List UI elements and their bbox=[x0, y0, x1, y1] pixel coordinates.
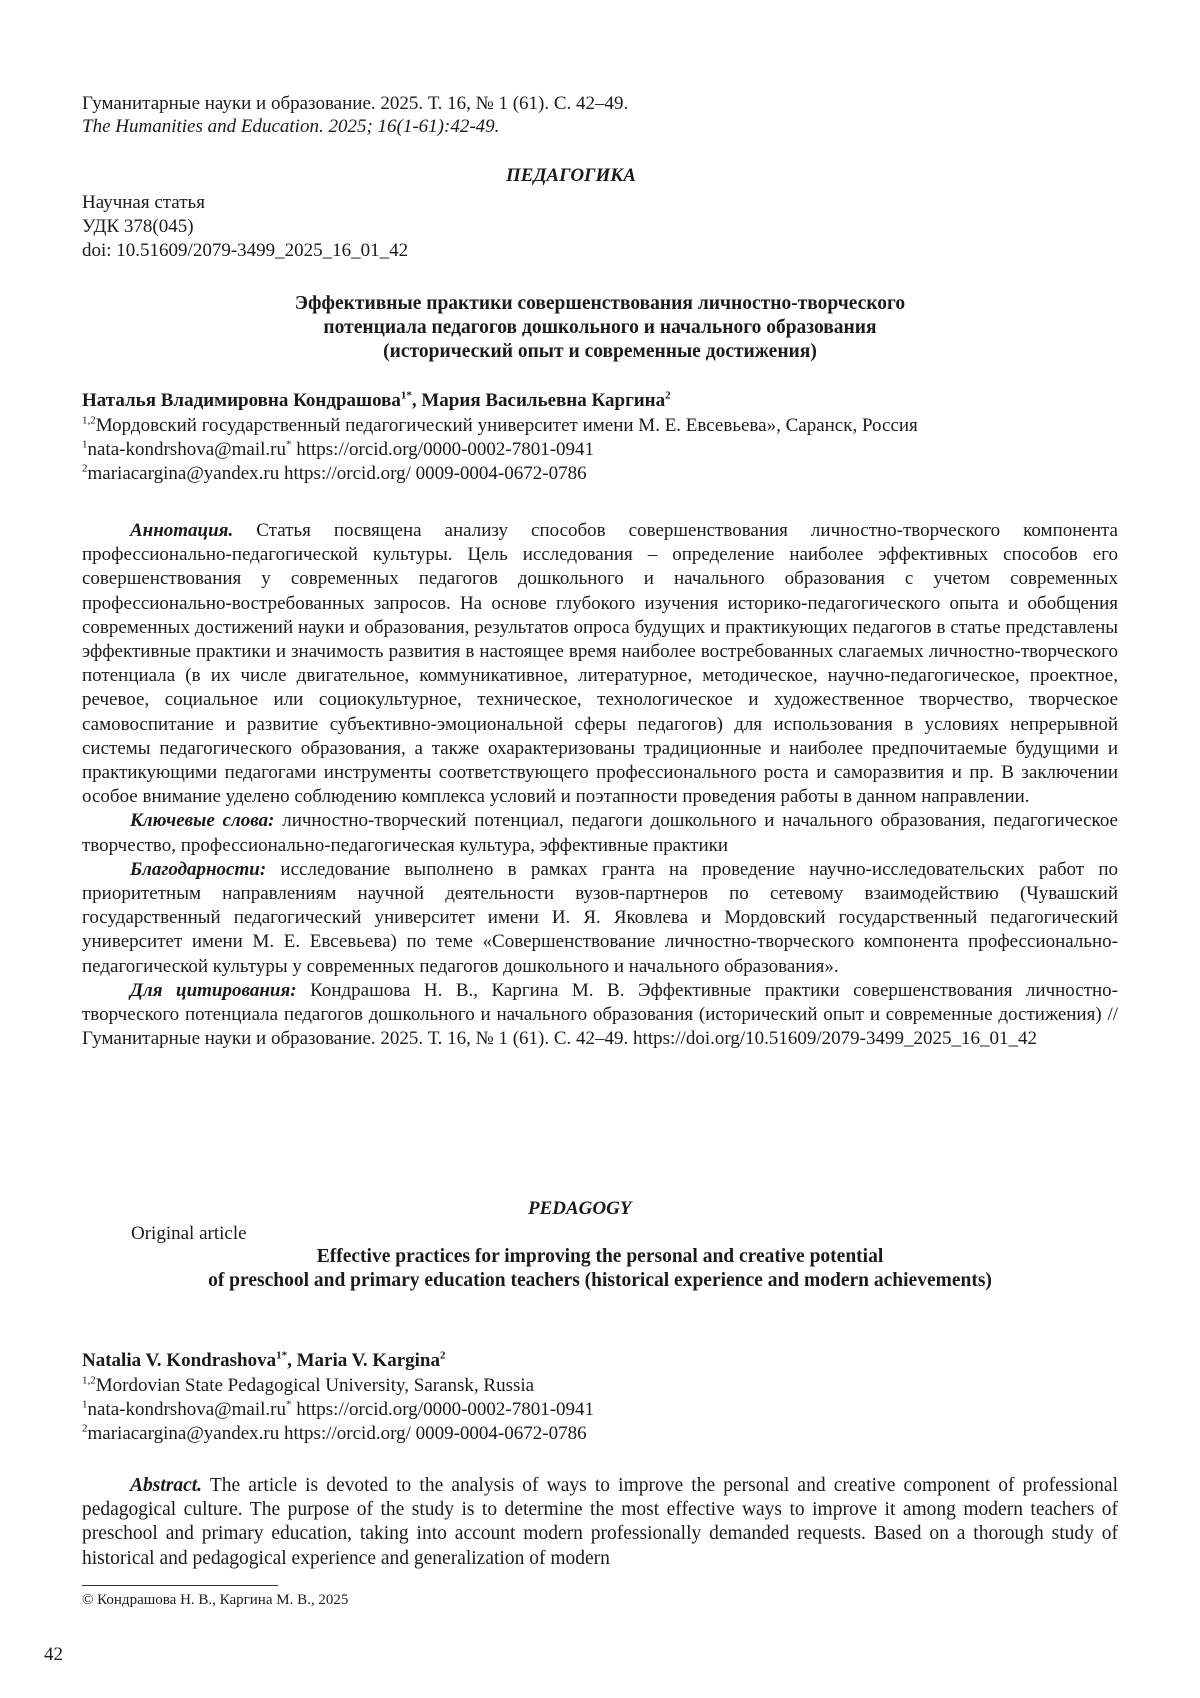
title-line: of preschool and primary education teachers (historical experience and modern achievements) bbox=[208, 1270, 992, 1291]
citation-ru bbox=[82, 979, 1118, 1052]
abstract-en bbox=[82, 1474, 1118, 1571]
acknowledgements-text: исследование выполнено в рамках гранта на проведение научно-исследовательских работ по приоритетным направлениям научной деятельности вузов-партнеров по сетевому взаимодействию (Чувашский государственный педагогический университет имени И. Я. Яковлева и Мордовский государственный педагогический университет имени М. Е. Евсевьева) по теме «Совершенствование личностно-творческого компонента профессионально-педагогической культуры у современных педагогов дошкольного и начального образования». bbox=[82, 858, 1118, 977]
email-sup: 1 bbox=[82, 438, 88, 451]
contact-2-ru bbox=[82, 462, 587, 486]
corresponding-mark: * bbox=[285, 1398, 292, 1411]
article-type-ru: Научная статья bbox=[82, 192, 205, 213]
contact-2-en bbox=[82, 1422, 587, 1446]
article-type-en: Original article bbox=[131, 1223, 247, 1244]
contact-1-en bbox=[82, 1398, 594, 1422]
author-name: Мария Васильевна Каргина bbox=[421, 390, 666, 411]
authors-en bbox=[82, 1349, 445, 1373]
abstract-block-en bbox=[82, 1474, 1118, 1571]
article-title-en bbox=[82, 1245, 1118, 1293]
title-line: Эффективные практики совершенствования личностно-творческого bbox=[294, 293, 906, 314]
orcid-link[interactable]: https://orcid.org/0000-0002-7801-0941 bbox=[291, 1399, 595, 1420]
email-sup: 1 bbox=[82, 1398, 88, 1411]
author-sup: 1* bbox=[276, 1349, 288, 1362]
email-sup: 2 bbox=[82, 1422, 88, 1435]
journal-citation-ru: Гуманитарные науки и образование. 2025. Т. 16, № 1 (61). С. 42–49. bbox=[82, 93, 629, 114]
authors-ru bbox=[82, 389, 671, 413]
keywords-text: личностно-творческий потенциал, педагоги дошкольного и начального образования, педагогическое творчество, профессионально-педагогическая культура, эффективные практики bbox=[82, 810, 1118, 856]
affiliation-sup: 1,2 bbox=[82, 414, 96, 427]
author-separator: , bbox=[411, 390, 422, 411]
affiliation-sup: 1,2 bbox=[82, 1374, 96, 1387]
email-link[interactable]: nata-kondrshova@mail.ru bbox=[87, 1399, 286, 1420]
affiliation-en bbox=[82, 1374, 534, 1398]
abstract-label: Аннотация. bbox=[130, 520, 234, 541]
contact-1-ru bbox=[82, 438, 594, 462]
abstract-ru bbox=[82, 519, 1118, 809]
copyright-footnote: © Кондрашова Н. В., Каргина М. В., 2025 bbox=[82, 1592, 349, 1608]
journal-citation-en: The Humanities and Education. 2025; 16(1-61):42-49. bbox=[82, 116, 500, 137]
author-name: Maria V. Kargina bbox=[296, 1350, 440, 1371]
acknowledgements-ru bbox=[82, 858, 1118, 979]
author-sup: 2 bbox=[665, 389, 671, 402]
affiliation-text: Mordovian State Pedagogical University, Saransk, Russia bbox=[95, 1375, 535, 1396]
email-sup: 2 bbox=[82, 462, 88, 475]
author-sup: 1* bbox=[400, 389, 412, 402]
abstract-label: Abstract. bbox=[130, 1475, 203, 1496]
author-separator: , bbox=[287, 1350, 297, 1371]
article-title-ru bbox=[82, 292, 1118, 364]
orcid-link[interactable]: https://orcid.org/0000-0002-7801-0941 bbox=[291, 439, 595, 460]
section-heading-en: PEDAGOGY bbox=[528, 1198, 632, 1219]
doi-ru: doi: 10.51609/2079-3499_2025_16_01_42 bbox=[82, 240, 409, 261]
affiliation-ru bbox=[82, 414, 918, 438]
abstract-block-ru bbox=[82, 519, 1118, 1051]
keywords-label: Ключевые слова: bbox=[130, 810, 275, 832]
email-orcid-link[interactable]: mariacargina@yandex.ru https://orcid.org/ 0009-0004-0672-0786 bbox=[87, 463, 587, 484]
email-orcid-link[interactable]: mariacargina@yandex.ru https://orcid.org/ 0009-0004-0672-0786 bbox=[87, 1423, 587, 1444]
udc-code: УДК 378(045) bbox=[82, 216, 194, 237]
title-line: потенциала педагогов дошкольного и начального образования bbox=[323, 317, 877, 338]
affiliation-text: Мордовский государственный педагогический университет имени М. Е. Евсевьева», Саранск, Россия bbox=[95, 415, 918, 436]
footnote-rule bbox=[82, 1585, 278, 1586]
author-sup: 2 bbox=[439, 1349, 446, 1362]
title-line: Effective practices for improving the personal and creative potential bbox=[316, 1246, 884, 1267]
keywords-ru bbox=[82, 809, 1118, 857]
abstract-text: Статья посвящена анализу способов совершенствования личностно-творческого компонента профессионально-педагогической культуры. Цель исследования – определение наиболее эффективных способов его совершенствования у современных педагогов дошкольного и начального образования с учетом современных профессионально-востребованных запросов. На основе глубокого изучения историко-педагогического опыта и обобщения современных достижений науки и образования, результатов опроса будущих и практикующих педагогов в статье представлены эффективные практики и значимость развития в настоящее время наиболее востребованных слагаемых личностно-творческого потенциала (в их числе двигательное, коммуникативное, литературное, методическое, научно-педагогическое, проектное, речевое, социальное или социокультурное, техническое, технологическое и художественное творчество, творческое самовоспитание и развитие субъективно-эмоциональной сферы педагогов) для использования в условиях непрерывной системы педагогического образования, а также охарактеризованы традиционные и наиболее предпочитаемые будущими и практикующими педагогами инструменты соответствующего профессионального роста и саморазвития и пр. В заключении особое внимание уделено соблюдению комплекса условий и поэтапности проведения работы в данном направлении. bbox=[82, 520, 1118, 808]
abstract-text: The article is devoted to the analysis of ways to improve the personal and creative component of professional pedagogical culture. The purpose of the study is to determine the most effective ways to improve it among modern teachers of preschool and primary education, taking into account modern professionally demanded requests. Based on a thorough study of historical and pedagogical experience and generalization of modern bbox=[82, 1475, 1118, 1569]
acknowledgements-label: Благодарности: bbox=[130, 858, 267, 880]
page-number: 42 bbox=[44, 1644, 63, 1665]
author-name: Наталья Владимировна Кондрашова bbox=[82, 390, 401, 411]
author-name: Natalia V. Kondrashova bbox=[82, 1350, 277, 1371]
citation-label: Для цитирования: bbox=[130, 979, 297, 1001]
corresponding-mark: * bbox=[285, 438, 292, 451]
section-heading-ru: ПЕДАГОГИКА bbox=[506, 165, 636, 186]
title-line: (исторический опыт и современные достижения) bbox=[383, 341, 817, 362]
citation-text: Кондрашова Н. В., Каргина М. В. Эффективные практики совершенствования личностно-творческого потенциала педагогов дошкольного и начального образования (исторический опыт и современные достижения) // Гуманитарные науки и образование. 2025. Т. 16, № 1 (61). С. 42–49. https://doi.org/10.51609/2079-3499_2025_16_01_42 bbox=[82, 979, 1118, 1050]
email-link[interactable]: nata-kondrshova@mail.ru bbox=[87, 439, 286, 460]
